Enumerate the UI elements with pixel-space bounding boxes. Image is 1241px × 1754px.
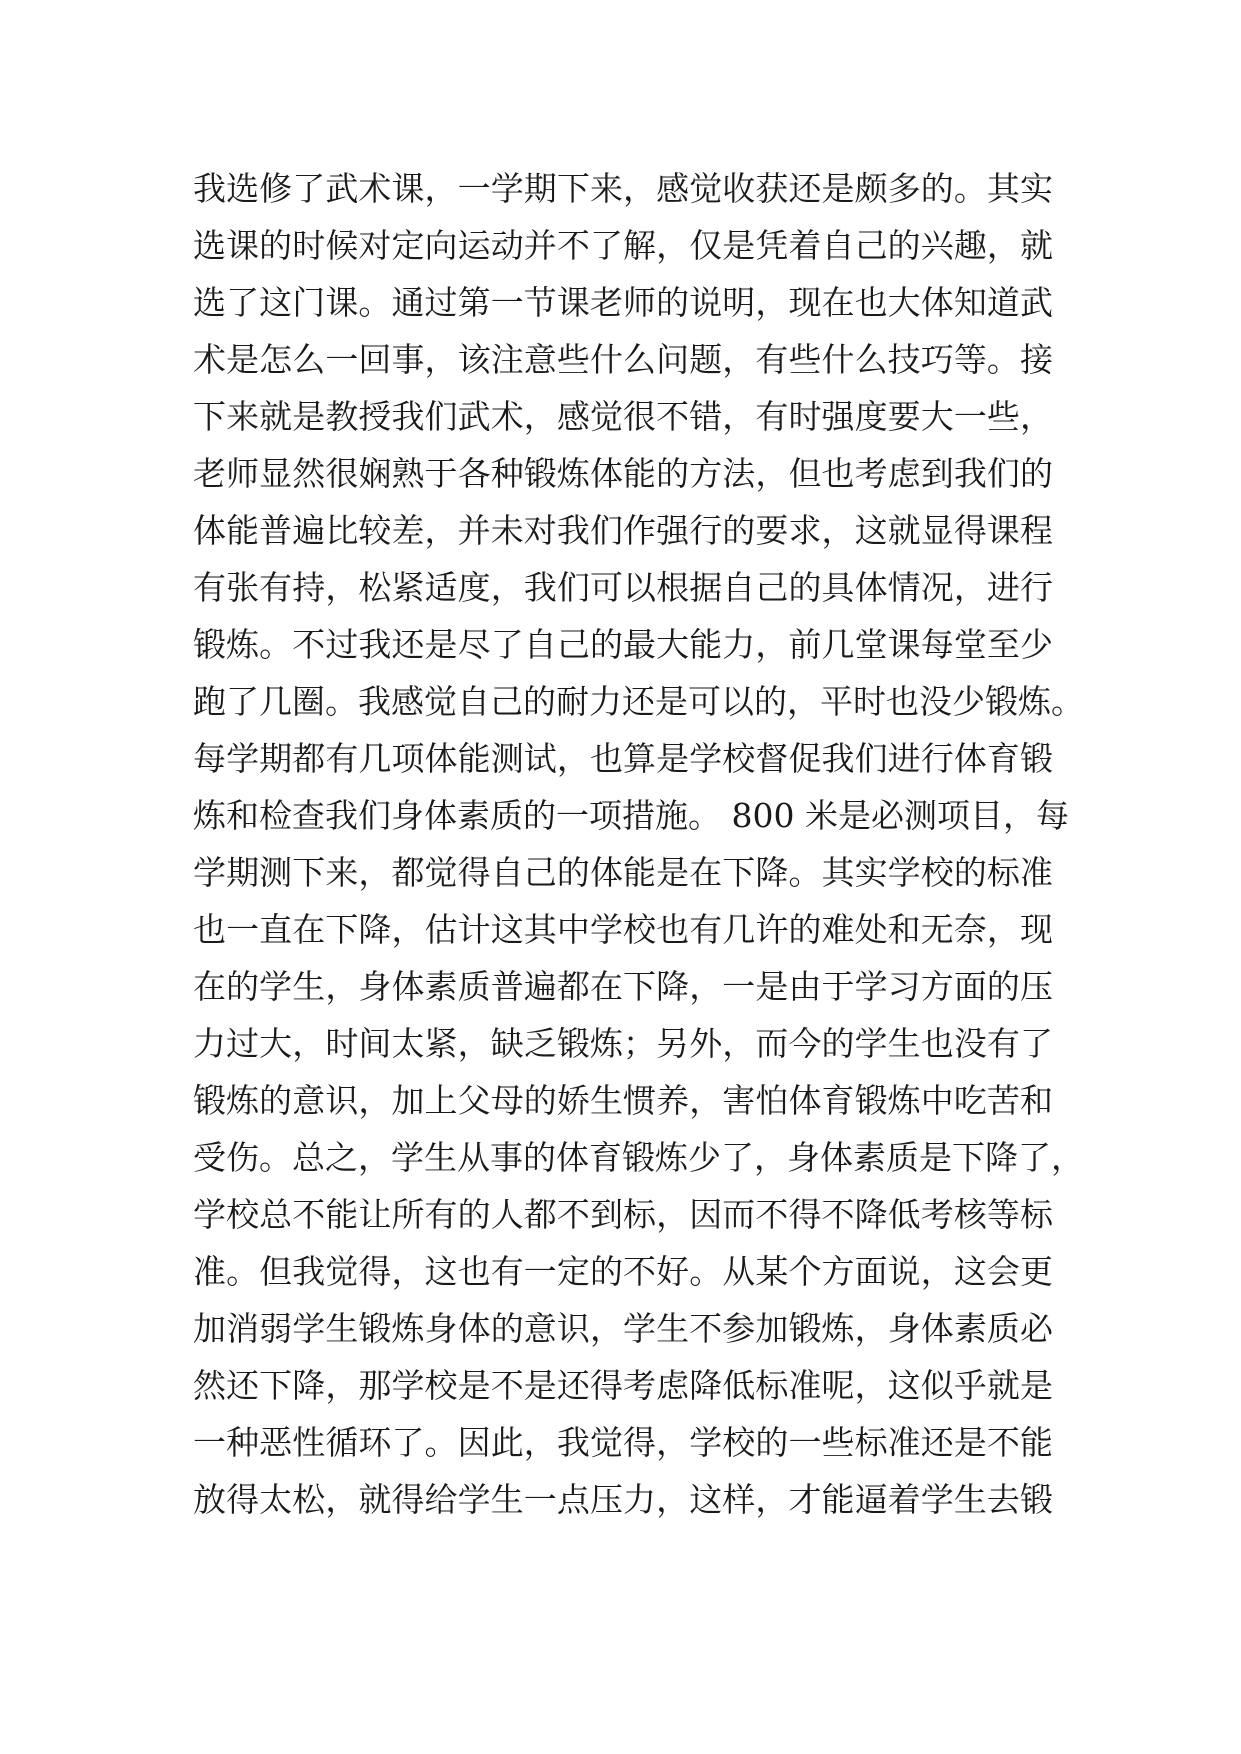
text-line: 术是怎么一回事，该注意些什么问题，有些什么技巧等。接	[193, 340, 1053, 379]
text-line: 在的学生，身体素质普遍都在下降，一是由于学习方面的压	[193, 967, 1053, 1006]
text-line: 我选修了武术课，一学期下来，感觉收获还是颇多的。其实	[193, 169, 1053, 208]
text-line: 锻炼。不过我还是尽了自己的最大能力，前几堂课每堂至少	[193, 625, 1053, 664]
text-line: 加消弱学生锻炼身体的意识，学生不参加锻炼，身体素质必	[193, 1309, 1053, 1348]
text-line: 也一直在下降，估计这其中学校也有几许的难处和无奈，现	[193, 910, 1053, 949]
text-line: 下来就是教授我们武术，感觉很不错，有时强度要大一些，	[193, 397, 1053, 436]
text-line: 然还下降，那学校是不是还得考虑降低标准呢，这似乎就是	[193, 1366, 1053, 1405]
text-line: 学期测下来，都觉得自己的体能是在下降。其实学校的标准	[193, 853, 1053, 892]
text-line: 有张有持，松紧适度，我们可以根据自己的具体情况，进行	[193, 568, 1053, 607]
text-line: 准。但我觉得，这也有一定的不好。从某个方面说，这会更	[193, 1252, 1053, 1291]
text-line: 炼和检查我们身体素质的一项措施。 800 米是必测项目，每	[193, 796, 1069, 835]
text-line: 一种恶性循环了。因此，我觉得，学校的一些标准还是不能	[193, 1423, 1053, 1462]
text-line: 力过大，时间太紧，缺乏锻炼；另外，而今的学生也没有了	[193, 1024, 1053, 1063]
body-text	[193, 160, 1084, 1528]
text-line: 老师显然很娴熟于各种锻炼体能的方法，但也考虑到我们的	[193, 454, 1053, 493]
text-line: 体能普遍比较差，并未对我们作强行的要求，这就显得课程	[193, 511, 1053, 550]
text-line: 学校总不能让所有的人都不到标，因而不得不降低考核等标	[193, 1195, 1053, 1234]
text-line: 受伤。总之，学生从事的体育锻炼少了，身体素质是下降了，	[193, 1138, 1084, 1177]
text-line: 选了这门课。通过第一节课老师的说明，现在也大体知道武	[193, 283, 1053, 322]
text-line: 每学期都有几项体能测试，也算是学校督促我们进行体育锻	[193, 739, 1053, 778]
text-line: 选课的时候对定向运动并不了解，仅是凭着自己的兴趣，就	[193, 226, 1053, 265]
text-line: 跑了几圈。我感觉自己的耐力还是可以的，平时也没少锻炼。	[193, 682, 1084, 721]
text-line: 锻炼的意识，加上父母的娇生惯养，害怕体育锻炼中吃苦和	[193, 1081, 1053, 1120]
text-line: 放得太松，就得给学生一点压力，这样，才能逼着学生去锻	[193, 1480, 1053, 1519]
